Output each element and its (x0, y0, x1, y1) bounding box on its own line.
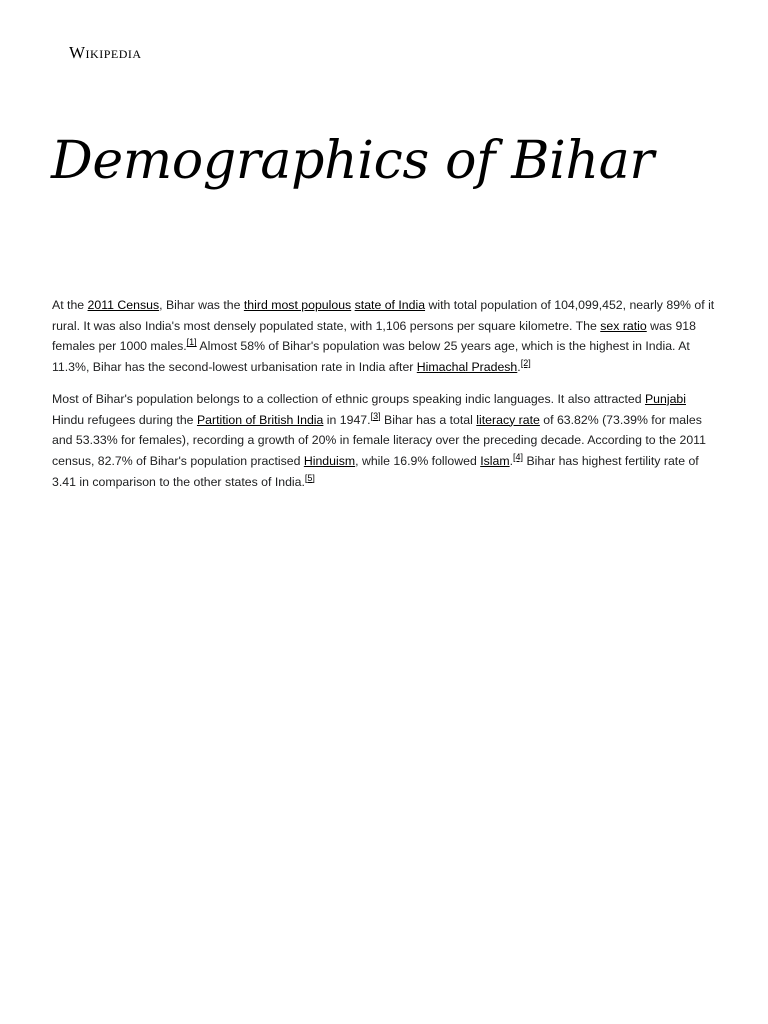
text: Bihar has a total (380, 412, 477, 427)
link-third-most-populous[interactable]: third most populous (243, 298, 352, 312)
link-punjabi[interactable]: Punjabi (644, 391, 686, 406)
wikipedia-wordmark[interactable]: Wikipedia (69, 43, 142, 62)
article-body (52, 295, 718, 503)
text: Most of Bihar's population belongs to a collection of ethnic groups speaking indic languages. It also attracted (52, 391, 645, 406)
reference-2 (521, 358, 531, 368)
paragraph-2 (52, 389, 718, 493)
reference-link-4[interactable]: [4] (513, 451, 524, 462)
reference-4 (513, 452, 523, 462)
link-literacy-rate[interactable]: literacy rate (476, 412, 540, 427)
reference-link-3[interactable]: [3] (370, 410, 381, 421)
text: Hindu refugees during the (52, 412, 197, 427)
reference-3 (371, 411, 381, 421)
text: . (509, 453, 514, 468)
page-title: Demographics of Bihar (51, 131, 654, 191)
reference-link-5[interactable]: [5] (304, 472, 315, 483)
link-sex-ratio[interactable]: sex ratio (600, 318, 647, 333)
text: . (517, 360, 521, 375)
text: was 918 females per 1000 males. (52, 318, 696, 354)
link-islam[interactable]: Islam (480, 453, 510, 468)
text: , Bihar was the (159, 298, 244, 312)
link-himachal-pradesh[interactable]: Himachal Pradesh (416, 360, 518, 375)
text: Almost 58% of Bihar's population was below 25 years age, which is the highest in India. At 11.3%, Bihar has the second-lowest urbanisation rate in India after (52, 339, 690, 375)
link-state-of-india[interactable]: state of India (354, 298, 426, 312)
text: of 63.82% (73.39% for males and 53.33% for females), recording a growth of 20% in female literacy over the preceding decade. According to the 2011 census, 82.7% of Bihar's population practised (52, 412, 706, 468)
text: Bihar has highest fertility rate of 3.41 in comparison to the other states of India. (52, 453, 699, 489)
text: At the (52, 298, 88, 312)
paragraph-1 (52, 295, 718, 378)
reference-5 (305, 473, 315, 483)
link-hinduism[interactable]: Hinduism (303, 453, 356, 468)
reference-link-2[interactable]: [2] (520, 358, 531, 369)
link-2011-census[interactable]: 2011 Census (87, 298, 160, 312)
link-partition-of-british-india[interactable]: Partition of British India (196, 412, 324, 427)
text: with total population of 104,099,452, nearly 89% of it rural. It was also India's most densely populated state, with 1,106 persons per square kilometre. The (52, 298, 715, 333)
reference-1 (187, 337, 197, 347)
text: , while 16.9% followed (355, 453, 481, 468)
text: in 1947. (323, 412, 371, 427)
reference-link-1[interactable]: [1] (186, 337, 197, 348)
